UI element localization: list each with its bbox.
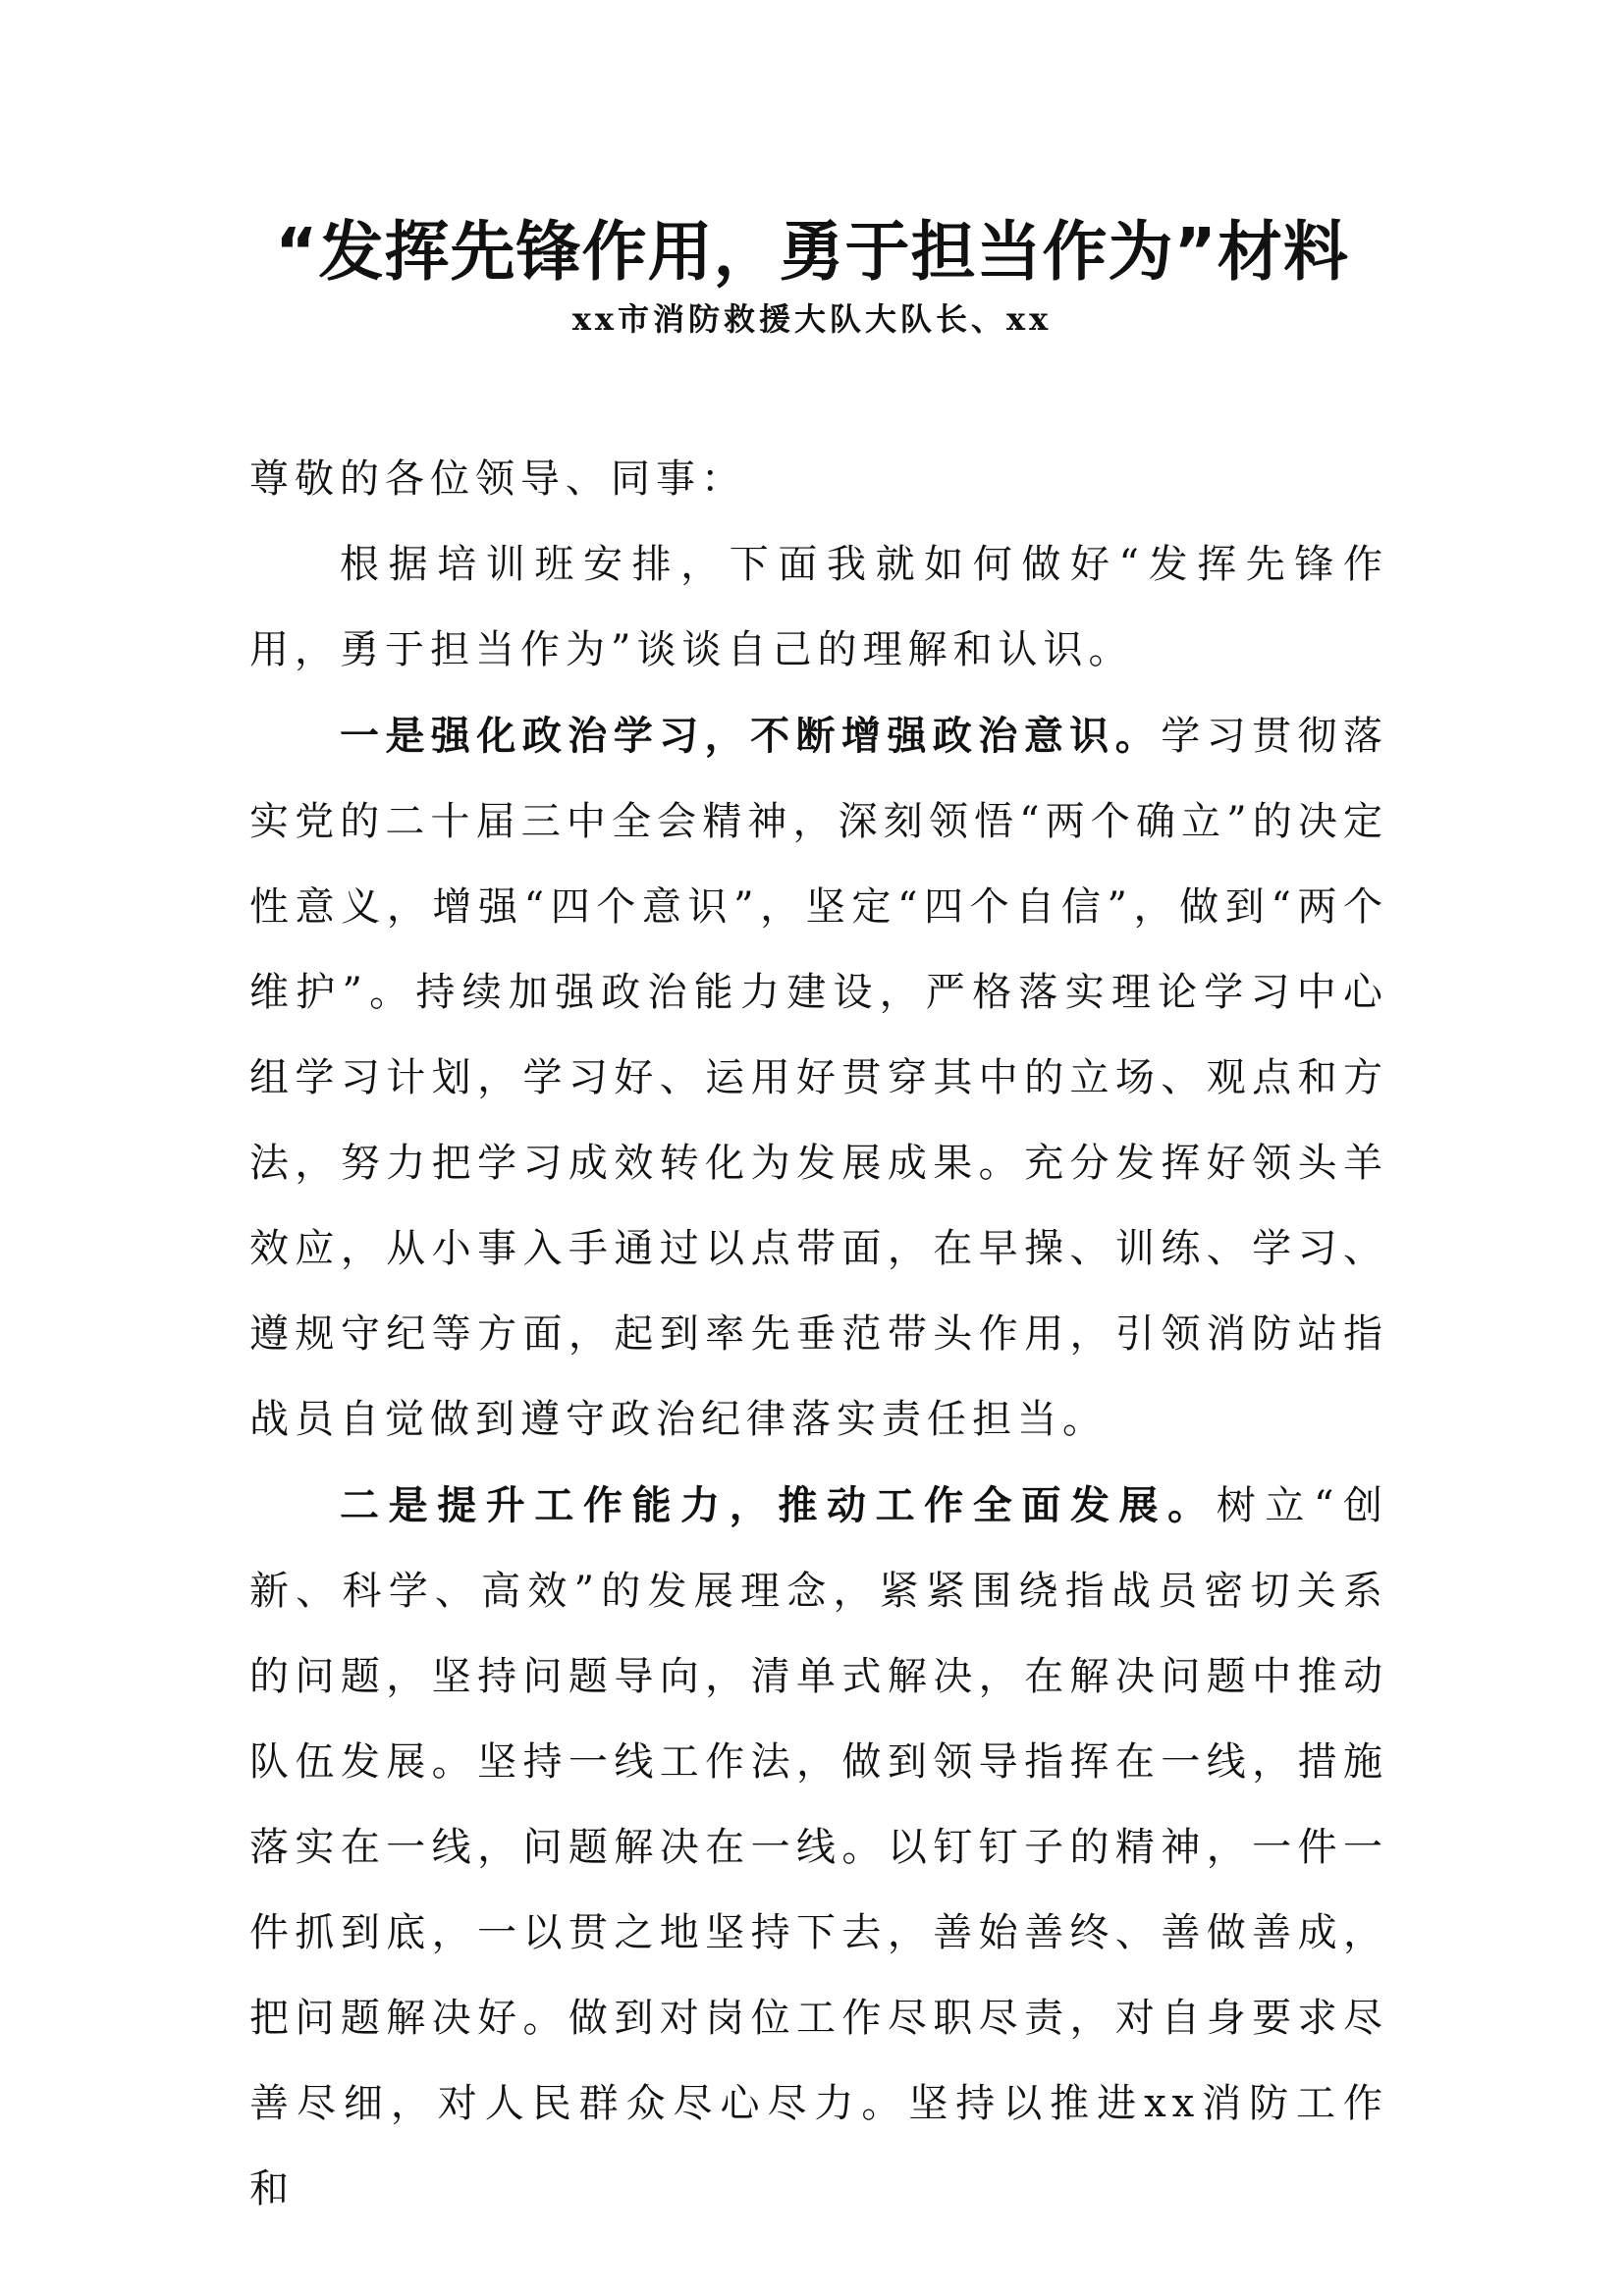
paragraph-text: 学习贯彻落实党的二十届三中全会精神，深刻领悟“两个确立”的决定性意义，增强“四个意识”，坚定“四个自信”，做到“两个维护”。持续加强政治能力建设，严格落实理论学习中心组学习计划，学习好、运用好贯穿其中的立场、观点和方法，努力把学习成效转化为发展成果。充分发挥好领头羊效应，从小事入手通过以点带面，在早操、训练、学习、遵规守纪等方面，起到率先垂范带头作用，引领消防站指战员自觉做到遵守政治纪律落实责任担当。 xyxy=(249,714,1389,1442)
paragraph-text: 树立“创新、科学、高效”的发展理念，紧紧围绕指战员密切关系的问题，坚持问题导向，清单式解决，在解决问题中推动队伍发展。坚持一线工作法，做到领导指挥在一线，措施落实在一线，问题解决在一线。以钉钉子的精神，一件一件抓到底，一以贯之地坚持下去，善始善终、善做善成，把问题解决好。做到对岗位工作尽职尽责，对自身要求尽善尽细，对人民群众尽心尽力。坚持以推进xx消防工作和 xyxy=(249,1483,1389,2212)
paragraph-political-study xyxy=(249,693,1388,1463)
document-body xyxy=(249,437,1388,2232)
paragraph-work-ability xyxy=(249,1463,1388,2232)
document-title: “发挥先锋作用，勇于担当作为”材料 xyxy=(275,214,1349,290)
paragraph-intro xyxy=(249,522,1388,693)
document-subtitle: xx市消防救援大队大队长、xx xyxy=(571,300,1053,338)
paragraph-lead: 二是提升工作能力，推动工作全面发展。 xyxy=(340,1482,1217,1528)
salutation: 尊敬的各位领导、同事： xyxy=(249,456,746,502)
paragraph-text: 根据培训班安排，下面我就如何做好“发挥先锋作用，勇于担当作为”谈谈自己的理解和认识。 xyxy=(249,542,1388,672)
paragraph-lead: 一是强化政治学习，不断增强政治意识。 xyxy=(340,713,1162,759)
